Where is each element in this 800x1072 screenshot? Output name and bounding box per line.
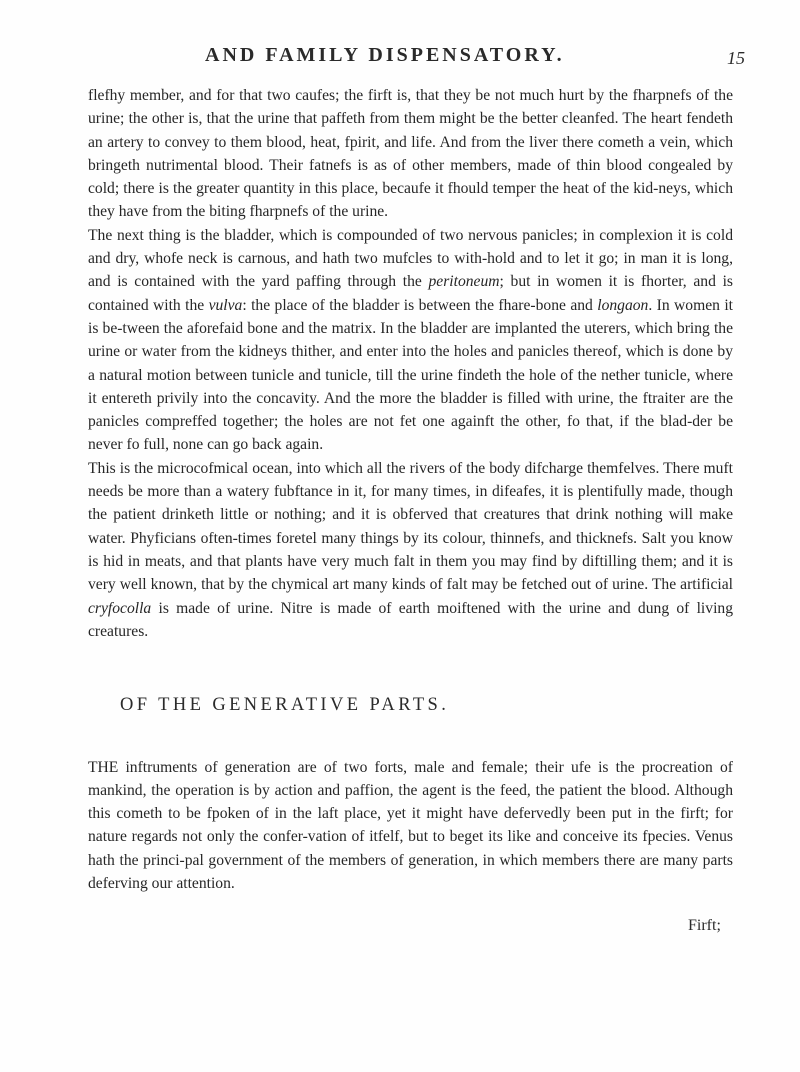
text-segment: This is the microcofmical ocean, into which all the rivers of the body difcharge themfelves. There muft needs be more than a watery fubftance in it, for many times, in difeafes, it is plentifully made, though the patient drinketh little or nothing; and it is obferved that creatures that drink nothing will make water. Phyficians often-times foretel many things by its colour, thinnefs, and thicknefs. Salt you know is hid in meats, and that plants have very much falt in them you may find by diftilling them; and it is very well known, that by the chymical art many kinds of falt may be fetched out of urine. The artificial <box>88 459 733 594</box>
text-segment: is made of urine. Nitre is made of earth moiftened with the urine and dung of living creatures. <box>88 599 733 640</box>
text-segment: : the place of the bladder is between the fhare-bone and <box>242 296 598 314</box>
italic-term-vulva: vulva <box>208 296 243 314</box>
text-segment: The next thing is the bladder, which is compounded of two nervous panicles; in complexion it is cold and dry, whofe neck is carnous, and hath two mufcles to with-hold and to let it go; in man it is long, and is contained with the yard paffing through the <box>88 226 733 291</box>
text-segment: ; but in women it is fhorter, and is contained with the <box>88 273 733 314</box>
section-heading: OF THE GENERATIVE PARTS. <box>120 695 450 715</box>
paragraph-bladder <box>88 224 733 457</box>
text-segment: flefhy member, and for that two caufes; the firft is, that they be not much hurt by the fharpnefs of the urine; the other is, that the urine that paffeth from them might be the better cleanfed. The heart fendeth an artery to convey to them blood, heat, fpirit, and life. And from the liver there cometh a vein, which bringeth nutrimental blood. Their fatnefs is as of other members, made of thin blood congealed by cold; there is the greater quantity in this place, becaufe it fhould temper the heat of the kid-neys, which they have from the biting fharpnefs of the urine. <box>88 87 733 221</box>
running-title: AND FAMILY DISPENSATORY. <box>205 44 565 66</box>
italic-term-peritoneum: peritoneum <box>428 273 500 291</box>
paragraph-urine <box>88 457 733 643</box>
page-number: 15 <box>727 48 745 68</box>
italic-term-cryfocolla: cryfocolla <box>88 599 152 617</box>
catchword: Firft; <box>688 917 721 934</box>
paragraph-generation: THE inftruments of generation are of two forts, male and female; their ufe is the procreation of mankind, the operation is by action and paffion, the agent is the feed, the patient the blood. Although this cometh to be fpoken of in the laft place, yet it might have defervedly been put in the firft; for nature regards not only the confer-vation of itfelf, but to beget its like and conceive its fpecies. Venus hath the princi-pal government of the members of generation, in which members there are many parts deferving our attention. <box>88 758 733 893</box>
main-text-block <box>88 84 733 643</box>
paragraph-kidneys <box>88 84 733 224</box>
text-segment: . In women it is be-tween the aforefaid bone and the matrix. In the bladder are implanted the uterers, which bring the urine or water from the kidneys thither, and enter into the holes and panicles thereof, which is done by a natural motion between tunicle and tunicle, till the urine findeth the hole of the nether tunicle, where it entereth privily into the concavity. And the more the bladder is filled with urine, the ftraiter are the panicles compreffed together; the holes are not fet one againft the other, fo that, if the blad-der be never fo full, none can go back again. <box>88 296 734 454</box>
italic-term-longaon: longaon <box>597 296 649 314</box>
section-text-block <box>88 740 733 911</box>
